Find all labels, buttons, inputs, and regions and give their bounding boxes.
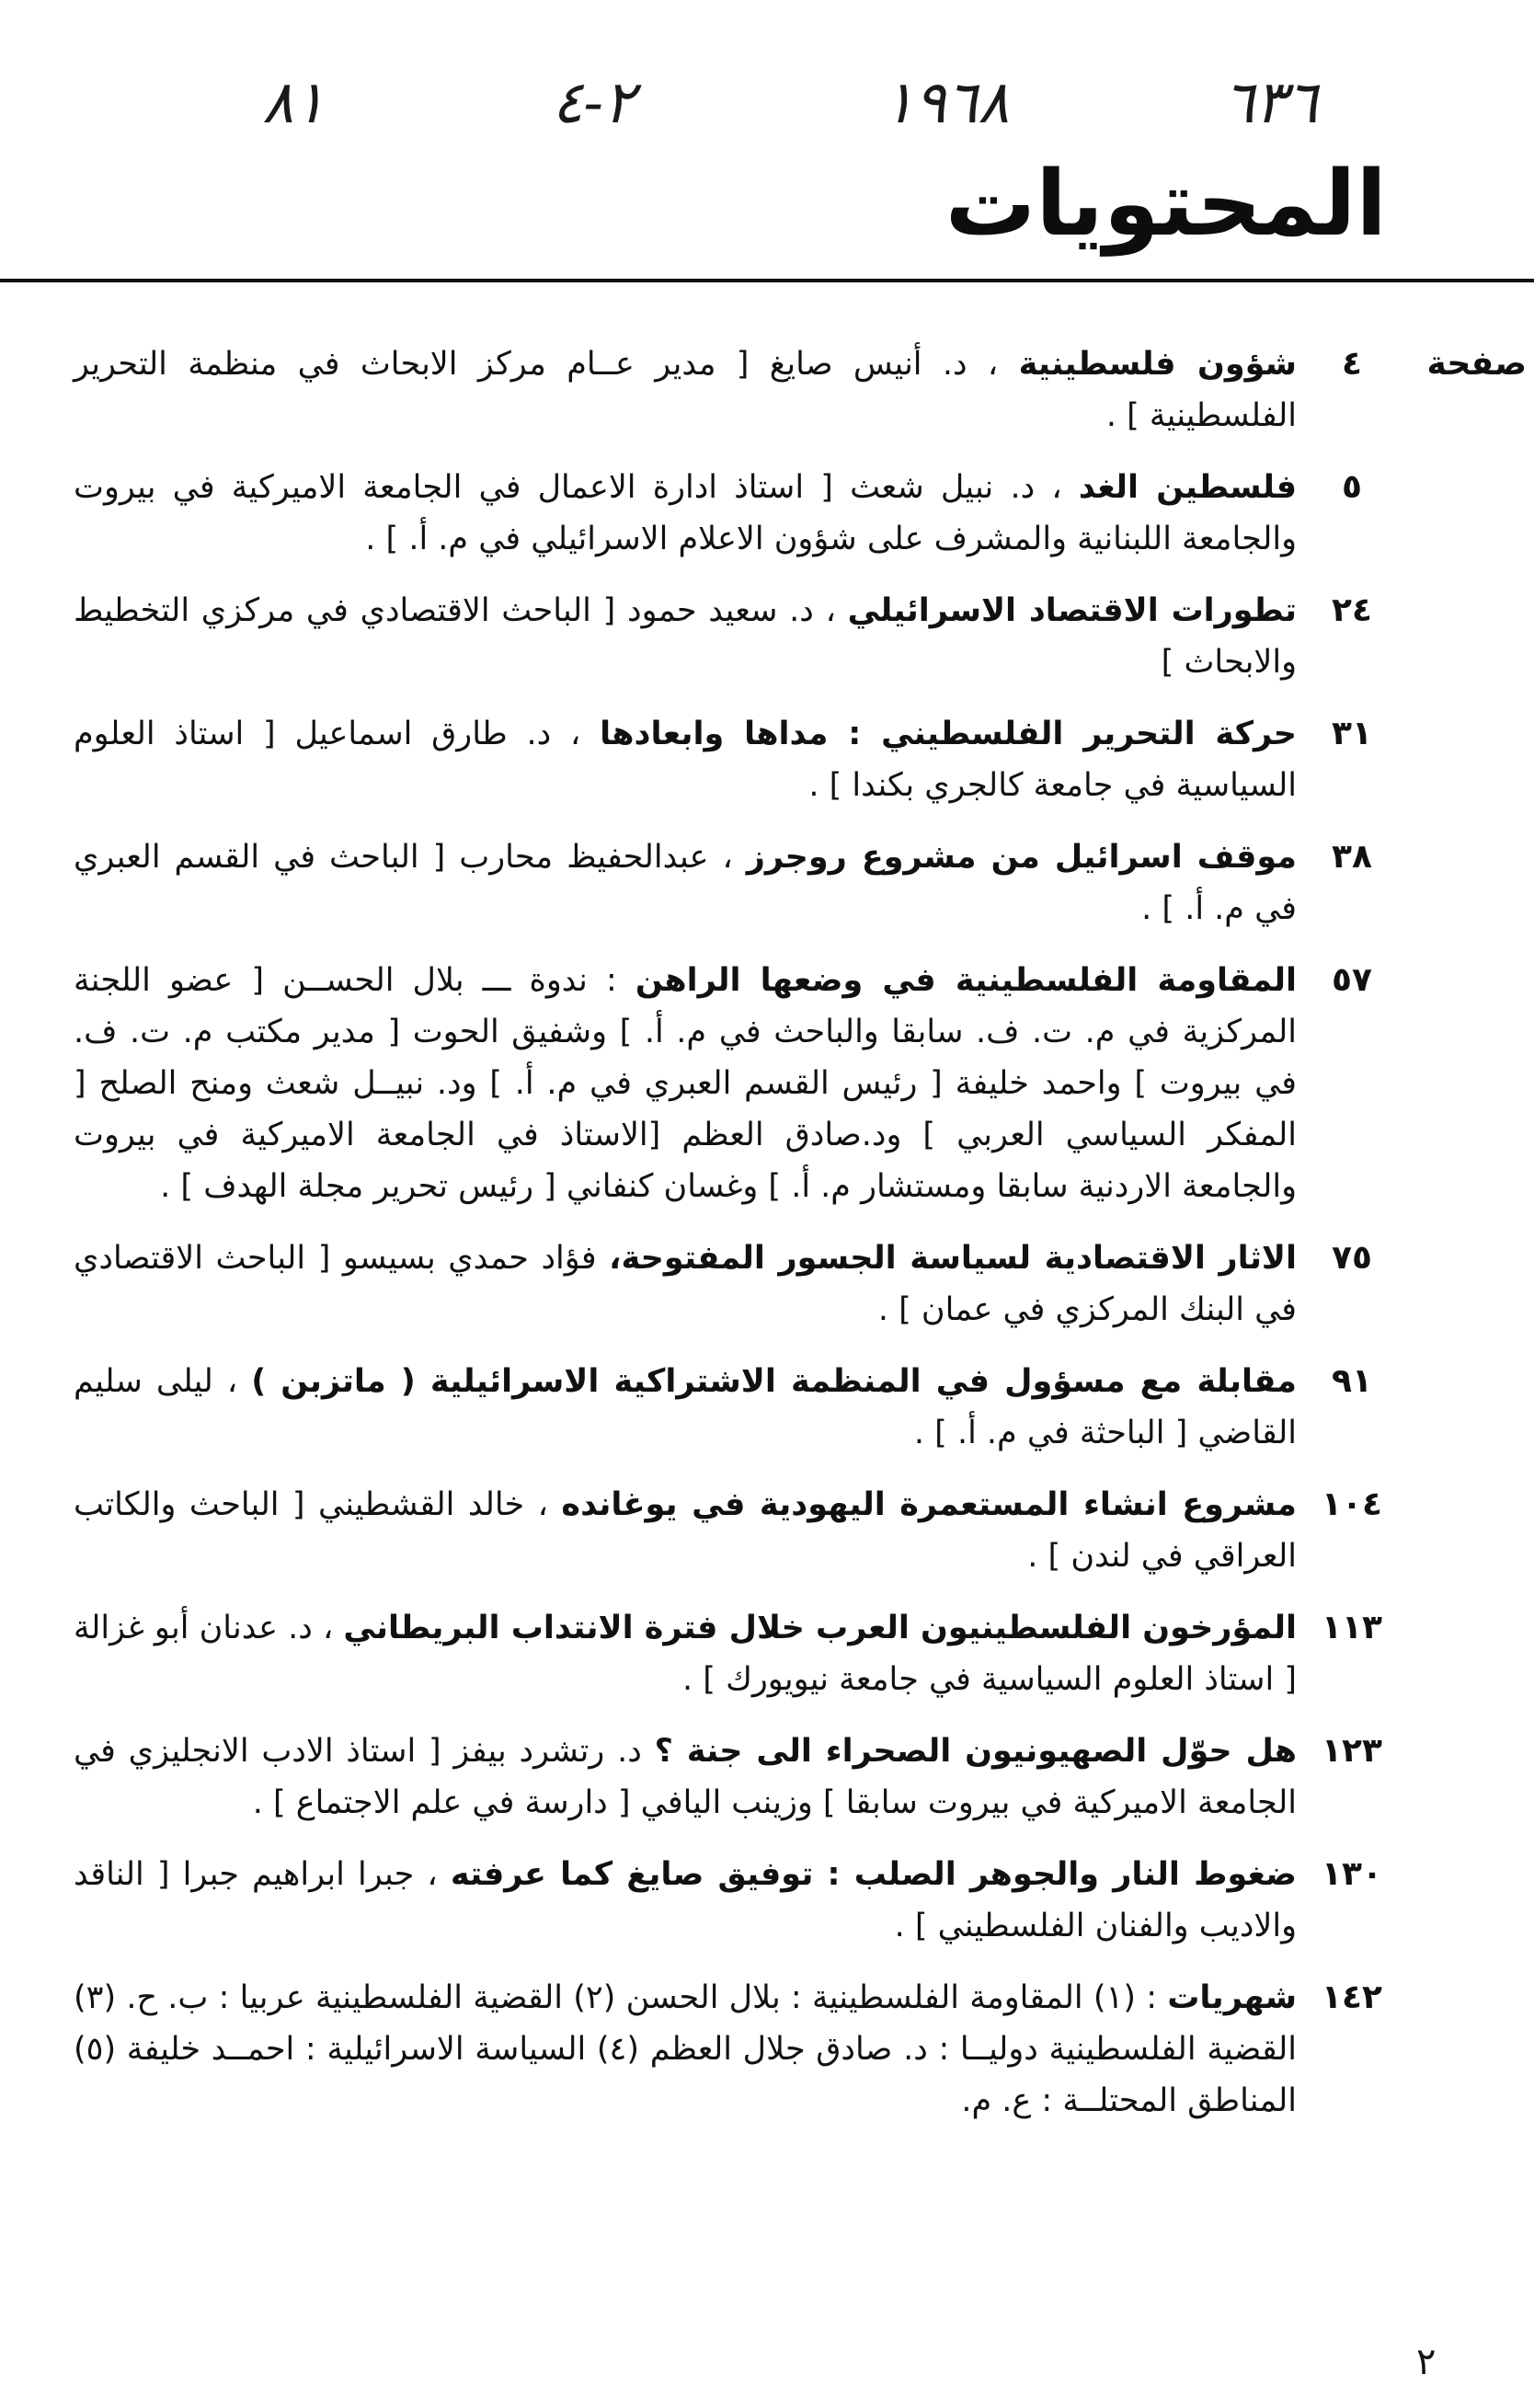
entry-details: ، خالد القشطيني [ الباحث والكاتب العراقي في لندن ] . (74, 1486, 1297, 1575)
contents-entry (0, 338, 1534, 441)
entry-text (74, 1233, 1306, 1336)
entry-title: المؤرخون الفلسطينيون العرب خلال فترة الانتداب البريطاني (343, 1610, 1297, 1646)
entry-text (74, 708, 1306, 811)
contents-entry (0, 585, 1534, 688)
entry-page-number: ٣٨ (1332, 838, 1372, 876)
entry-title: مشروع انشاء المستعمرة اليهودية في يوغانده (561, 1486, 1297, 1523)
entry-details: ، د. عدنان أبو غزالة [ استاذ العلوم السياسية في جامعة نيويورك ] . (74, 1610, 1297, 1698)
entry-text (74, 1602, 1306, 1705)
entry-details: ، عبدالحفيظ محارب [ الباحث في القسم العبري في م. أ. ] . (74, 839, 1297, 927)
handwritten-annotation: ٨١ (262, 69, 326, 137)
entry-title: المقاومة الفلسطينية في وضعها الراهن (635, 962, 1297, 999)
entry-details: ، د. سعيد حمود [ الباحث الاقتصادي في مركزي التخطيط والابحاث ] (74, 592, 1297, 681)
contents-entry (0, 1356, 1534, 1459)
contents-entry (0, 1972, 1534, 2127)
entry-page-number: ١٤٢ (1322, 1978, 1382, 2016)
entry-details: : (١) المقاومة الفلسطينية : بلال الحسن (٢) القضية الفلسطينية عربيا : ب. ح. (٣) القضية الفلسطينية دوليــا : د. صادق جلال العظم (٤) السياسة الاسرائيلية : احمــد خليفة (٥) المناطق المحتلــة : ع. م. (74, 1979, 1297, 2119)
entry-title: مقابلة مع مسؤول في المنظمة الاشتراكية الاسرائيلية ( ماتزبن ) (251, 1363, 1297, 1400)
page-title: المحتويات (944, 152, 1387, 257)
entry-details: فؤاد حمدي بسيسو [ الباحث الاقتصادي في البنك المركزي في عمان ] . (74, 1240, 1297, 1328)
entry-title: حركة التحرير الفلسطيني : مداها وابعادها (600, 716, 1297, 752)
contents-entry (0, 1602, 1534, 1705)
entry-title: هل حوّل الصهيونيون الصحراء الى جنة ؟ (654, 1733, 1298, 1770)
entry-page-number: ٩١ (1332, 1362, 1372, 1400)
handwritten-annotation: ٦٣٦ (1223, 69, 1319, 137)
handwritten-annotation: ٢-٤ (552, 69, 635, 137)
entry-text (74, 1726, 1306, 1829)
entry-text (74, 955, 1306, 1212)
entry-title: فلسطين الغد (1078, 469, 1297, 506)
contents-entry (0, 831, 1534, 935)
entry-title: ضغوط النار والجوهر الصلب : توفيق صايغ كما عرفته (450, 1856, 1297, 1893)
entry-page-number: ١٢٣ (1322, 1732, 1382, 1770)
entry-title: الاثار الاقتصادية لسياسة الجسور المفتوحة، (609, 1240, 1297, 1277)
contents-entry (0, 1726, 1534, 1829)
entry-details: ، د. أنيس صايغ [ مدير عــام مركز الابحاث في منظمة التحرير الفلسطينية ] . (74, 346, 1297, 434)
entry-details: ، د. طارق اسماعيل [ استاذ العلوم السياسية في جامعة كالجري بكندا ] . (74, 716, 1297, 804)
entry-text (74, 585, 1306, 688)
handwritten-annotation: ١٩٦٨ (883, 69, 1010, 137)
entry-title: شؤون فلسطينية (1018, 346, 1297, 383)
contents-entry (0, 955, 1534, 1212)
entry-page-number: ١٠٤ (1322, 1485, 1382, 1523)
entry-details: : ندوة ـــ بلال الحســن [ عضو اللجنة المركزية في م. ت. ف. سابقا والباحث في م. أ. ] وشفيق الحوت [ مدير مكتب م. ت. ف. في بيروت ] واحمد خليفة [ رئيس القسم العبري في م. أ. ] ود. نبيــل شعث ومنح الصلح [ المفكر السياسي العربي ] ود.صادق العظم [الاستاذ في الجامعة الاميركية في بيروت والجامعة الاردنية سابقا ومستشار م. أ. ] وغسان كنفاني [ رئيس تحرير مجلة الهدف ] . (74, 962, 1297, 1205)
entry-page-number: ٥٧ (1332, 961, 1372, 999)
contents-entry (0, 1233, 1534, 1336)
contents-entry (0, 1479, 1534, 1582)
entry-title: موقف اسرائيل من مشروع روجرز (746, 839, 1297, 876)
entry-page-number: ١٣٠ (1322, 1855, 1382, 1893)
entry-text (74, 1972, 1306, 2127)
entry-title: شهريات (1167, 1979, 1297, 2016)
entry-details: ، د. نبيل شعث [ استاذ ادارة الاعمال في الجامعة الاميركية في بيروت والجامعة اللبنانية والمشرف على شؤون الاعلام الاسرائيلي في م. أ. ] . (74, 469, 1297, 557)
entry-text (74, 1356, 1306, 1459)
contents-entry (0, 708, 1534, 811)
entry-details: د. رتشرد بيفز [ استاذ الادب الانجليزي في الجامعة الاميركية في بيروت سابقا ] وزينب اليافي [ دارسة في علم الاجتماع ] . (74, 1733, 1297, 1821)
entry-text (74, 462, 1306, 565)
entry-details: ، ليلى سليم القاضي [ الباحثة في م. أ. ] . (74, 1363, 1297, 1451)
entry-title: تطورات الاقتصاد الاسرائيلي (847, 592, 1297, 629)
contents-entry (0, 462, 1534, 565)
page-number: ٢ (1416, 2341, 1437, 2383)
entry-page-number: ٥ (1342, 468, 1362, 506)
entry-text (74, 1849, 1306, 1952)
entry-text (74, 338, 1306, 441)
entry-page-number: ٣١ (1332, 715, 1372, 752)
entry-details: ، جبرا ابراهيم جبرا [ الناقد والاديب والفنان الفلسطيني ] . (74, 1856, 1297, 1944)
contents-entry (0, 1849, 1534, 1952)
entry-text (74, 1479, 1306, 1582)
contents-list (0, 338, 1534, 2147)
page-column-label: صفحة (1426, 345, 1527, 383)
entry-page-number: ٢٤ (1332, 591, 1372, 629)
entry-text (74, 831, 1306, 935)
entry-page-number: ٧٥ (1332, 1239, 1372, 1277)
entry-page-number: ٤ (1342, 345, 1362, 383)
entry-page-number: ١١٣ (1322, 1609, 1382, 1646)
title-divider (0, 279, 1534, 282)
